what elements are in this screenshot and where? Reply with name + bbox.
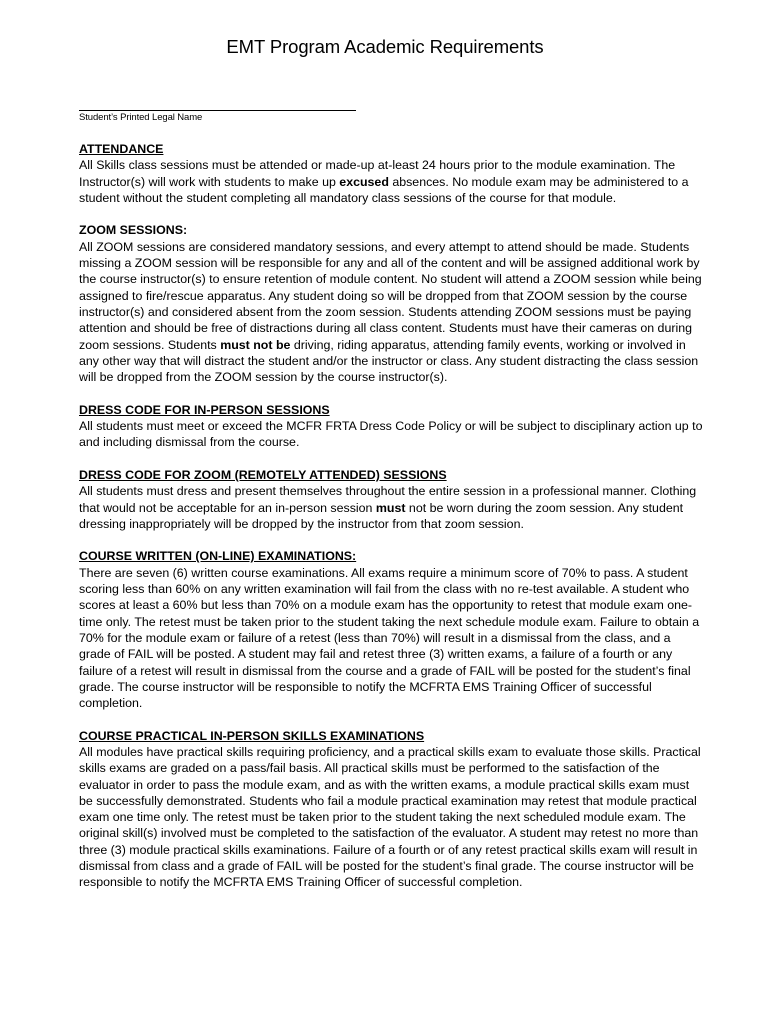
- page-title: EMT Program Academic Requirements: [226, 36, 544, 57]
- section-written-examinations: [79, 548, 703, 711]
- section-practical-examinations: [79, 728, 703, 891]
- section-paragraph: [79, 483, 703, 532]
- section-zoom-sessions: [79, 222, 703, 385]
- section-attendance: [79, 141, 703, 206]
- section-heading: DRESS CODE FOR IN-PERSON SESSIONS: [79, 402, 330, 417]
- paragraph-text: All students must dress and present themselves throughout the entire session in a professional manner. Clothing that would not be acceptable for an in-person session: [79, 484, 697, 515]
- section-heading: ATTENDANCE: [79, 142, 164, 156]
- paragraph-text: not be worn during the zoom session. Any student dressing inappropriately will be dropped by the instructor from that zoom session.: [79, 500, 684, 531]
- section-heading: DRESS CODE FOR ZOOM (REMOTELY ATTENDED) SESSIONS: [79, 467, 447, 482]
- paragraph-text: driving, riding apparatus, attending family events, working or involved in any other way that will distract the student and/or the instructor or class. Any student distracting the class session will be dropped from the ZOOM session by the course instructor(s).: [79, 337, 699, 385]
- section-paragraph: [79, 157, 703, 206]
- section-heading: ZOOM SESSIONS:: [79, 223, 188, 238]
- signature-line: [79, 110, 356, 111]
- section-dress-code-in-person: [79, 402, 703, 451]
- emphasis-text: must: [375, 500, 406, 515]
- section-heading: COURSE PRACTICAL IN-PERSON SKILLS EXAMINATIONS: [79, 728, 425, 743]
- paragraph-text: All Skills class sessions must be attended or made-up at-least 24 hours prior to the module examination. The Instructor(s) will work with students to make up: [79, 158, 676, 189]
- section-paragraph: All students must meet or exceed the MCFR FRTA Dress Code Policy or will be subject to disciplinary action up to and including dismissal from the course.: [79, 419, 703, 450]
- section-paragraph: [79, 239, 703, 386]
- paragraph-text: All ZOOM sessions are considered mandatory sessions, and every attempt to attend should be made. Students missing a ZOOM session will be responsible for any and all of the content and will be assigned additional work by the course instructor(s) to ensure retention of module content. No student will attend a ZOOM session while being assigned to fire/rescue apparatus. Any student doing so will be dropped from that ZOOM session by the course instructor(s) and considered absent from the zoom session. Students attending ZOOM sessions must be paying attention and should be free of distractions during all class content. Students must have their cameras on during zoom sessions. Students: [79, 239, 702, 352]
- paragraph-text: absences. No module exam may be administered to a student without the student completing all mandatory class sessions of the course for that module.: [79, 174, 689, 205]
- section-heading: COURSE WRITTEN (ON-LINE) EXAMINATIONS:: [79, 549, 357, 564]
- emphasis-text: excused: [339, 174, 389, 189]
- signature-label: Student’s Printed Legal Name: [79, 112, 203, 123]
- emphasis-text: must not be: [220, 337, 291, 352]
- document-body: [79, 141, 703, 907]
- section-paragraph: There are seven (6) written course examinations. All exams require a minimum score of 70% to pass. A student scoring less than 60% on any written examination will fail from the class with no re-test available. A student who scores at least a 60% but less than 70% on a module exam has the opportunity to retest that module exam one-time only. The retest must be taken prior to the student taking the next schedule module exam. Failure to obtain a 70% for the module exam or failure of a retest (less than 70%) will result in a dismissal from the class, and a grade of FAIL will be posted. A student may fail and retest three (3) written exams, a failure of a fourth or any failure of a retest will result in dismissal from the course and a grade of FAIL will be posted for the student’s final grade. The course instructor will be responsible to notify the MCFRTA EMS Training Officer of successful completion.: [79, 565, 700, 711]
- section-dress-code-zoom: [79, 467, 703, 532]
- section-paragraph: All modules have practical skills requiring proficiency, and a practical skills exam to evaluate those skills. Practical skills exams are graded on a pass/fail basis. All practical skills must be performed to the satisfaction of the evaluator in order to pass the module exam, and as with the written exams, a module practical skills exam must be successfully demonstrated. Students who fail a module practical examination may retest that module practical exam one time only. The retest must be taken prior to the student taking the next scheduled module exam. The original skill(s) involved must be completed to the satisfaction of the evaluator. A student may retest no more than three (3) module practical skills examinations. Failure of a fourth or of any retest practical skills exam will result in dismissal from class and a grade of FAIL will be posted for the student’s final grade. The course instructor will be responsible to notify the MCFRTA EMS Training Officer of successful completion.: [79, 744, 701, 890]
